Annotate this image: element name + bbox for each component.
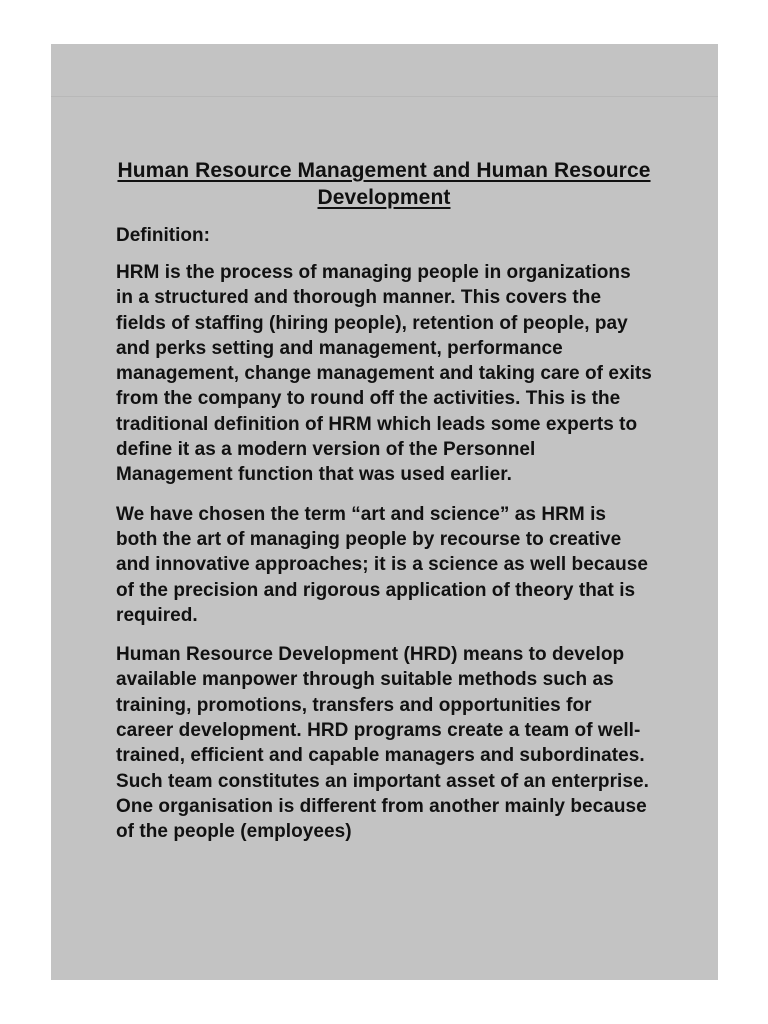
paragraph-art-and-science: We have chosen the term “art and science” as HRM is both the art of managing people by recourse to creative and innovative approaches; it is a science as well because of the precision and rigorous application of theory that is required. [116, 503, 648, 626]
document-page [51, 44, 718, 980]
page-content [116, 157, 652, 859]
paragraph-hrd-definition: Human Resource Development (HRD) means to develop available manpower through suitable methods such as training, promotions, transfers and opportunities for career development. HRD programs create a team of well-trained, efficient and capable managers and subordinates. Such team constitutes an important asset of an enterprise. One organisation is different from another mainly because of the people (employees) [116, 644, 649, 843]
paragraph-hrm-definition: HRM is the process of managing people in organizations in a structured and thorough manner. This covers the fields of staffing (hiring people), retention of people, pay and perks setting and management, performance management, change management and taking care of exits from the company to round off the activities. This is the traditional definition of HRM which leads some experts to define it as a modern version of the Personnel Management function that was used earlier. [116, 262, 652, 486]
page-header-band [51, 44, 718, 97]
definition-heading: Definition: [116, 225, 210, 246]
document-title: Human Resource Management and Human Resource Development [117, 159, 651, 209]
